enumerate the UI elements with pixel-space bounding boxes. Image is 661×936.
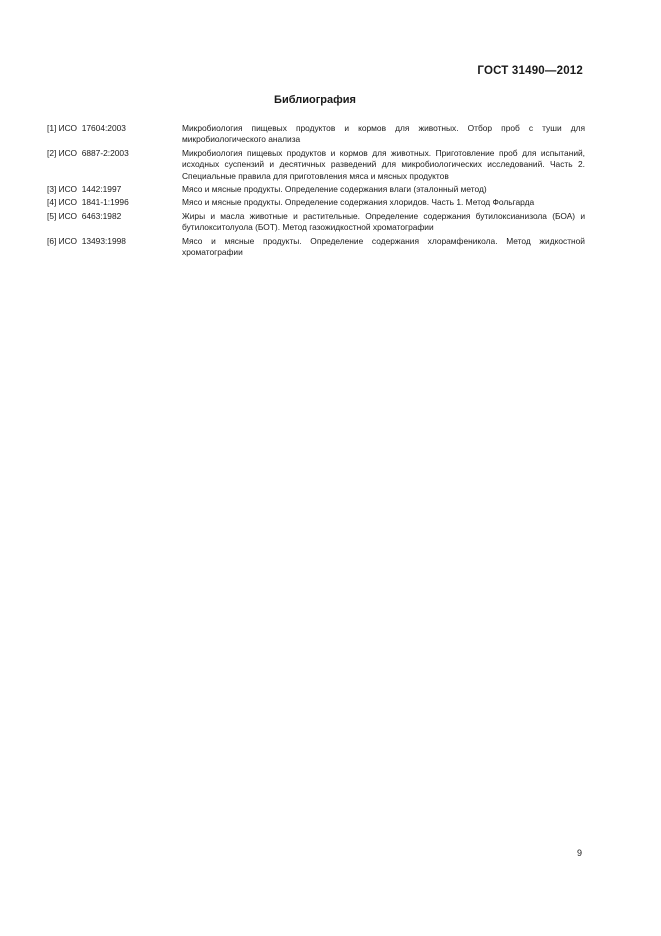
entry-reference: [5] ИСО 6463:1982 (47, 210, 122, 221)
page-title: Библиография (274, 94, 356, 106)
bibliography-entry-2 (47, 148, 585, 182)
bibliography-entry-3 (47, 184, 585, 195)
standard-designation: ГОСТ 31490—2012 (477, 65, 583, 77)
entry-reference: [6] ИСО 13493:1998 (47, 235, 126, 246)
entry-title: Микробиология пищевых продуктов и кормов для животных. Отбор проб с туши для микробиологического анализа (182, 123, 585, 145)
entry-title: Мясо и мясные продукты. Определение содержания влаги (эталонный метод) (182, 184, 487, 195)
entry-reference: [2] ИСО 6887-2:2003 (47, 147, 129, 158)
entry-title: Микробиология пищевых продуктов и кормов для животных. Приготовление проб для испытаний, исходных суспензий и десятичных разведений для микробиологических исследований. Часть 2. Специальные правила для приготовления мяса и мясных продуктов (182, 147, 585, 181)
entry-reference: [3] ИСО 1442:1997 (47, 184, 122, 195)
bibliography-list (47, 123, 585, 260)
entry-title: Мясо и мясные продукты. Определение содержания хлоридов. Часть 1. Метод Фольгарда (182, 197, 535, 208)
bibliography-entry-4 (47, 197, 585, 208)
bibliography-entry-5 (47, 211, 585, 234)
bibliography-entry-6 (47, 236, 585, 259)
bibliography-entry-1 (47, 123, 585, 146)
entry-reference: [4] ИСО 1841-1:1996 (47, 197, 129, 208)
page-number: 9 (576, 848, 582, 858)
entry-title: Жиры и масла животные и растительные. Определение содержания бутилоксианизола (БОА) и бутилокситолуола (БОТ). Метод газожидкостной хроматографии (182, 210, 585, 233)
entry-reference: [1] ИСО 17604:2003 (47, 123, 126, 133)
entry-title: Мясо и мясные продукты. Определение содержания хлорамфеникола. Метод жидкостной хроматографии (182, 235, 585, 258)
